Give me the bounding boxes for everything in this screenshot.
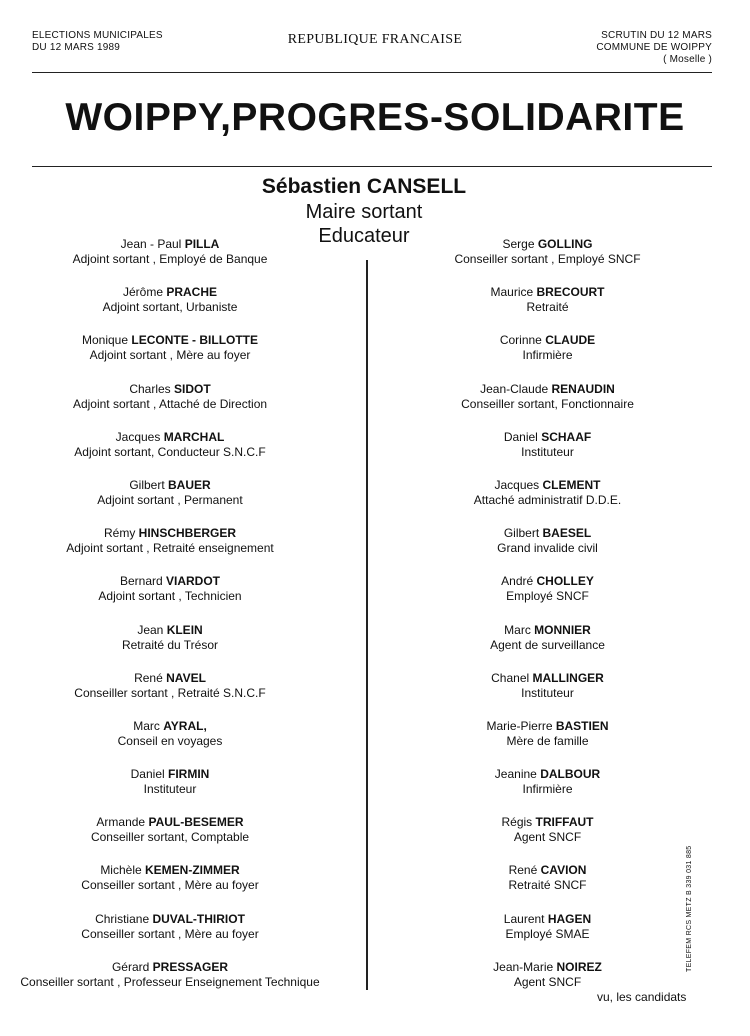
candidate-name bbox=[390, 332, 705, 348]
candidate-name bbox=[390, 284, 705, 300]
candidate-entry bbox=[390, 622, 705, 670]
candidate-last-name: HAGEN bbox=[547, 911, 592, 926]
candidate-entry bbox=[0, 814, 340, 862]
candidate-description: Retraité SNCF bbox=[508, 878, 587, 893]
candidate-last-name: DUVAL-THIRIOT bbox=[152, 911, 245, 926]
candidate-name bbox=[390, 718, 705, 734]
candidate-name bbox=[0, 670, 340, 686]
candidate-description: Instituteur bbox=[521, 444, 574, 459]
candidate-description: Adjoint sortant , Mère au foyer bbox=[89, 348, 251, 363]
candidate-last-name: PAUL-BESEMER bbox=[148, 815, 244, 830]
candidate-name bbox=[390, 525, 705, 541]
candidate-description: Conseiller sortant , Employé SNCF bbox=[454, 252, 641, 266]
candidate-first-name: André bbox=[501, 574, 534, 589]
candidate-description: Instituteur bbox=[521, 685, 574, 700]
candidate-entry bbox=[390, 236, 705, 284]
candidate-name bbox=[0, 814, 340, 830]
candidate-name bbox=[0, 766, 340, 782]
candidate-name bbox=[0, 429, 340, 445]
candidate-entry bbox=[390, 862, 705, 910]
right-candidate-list bbox=[390, 236, 705, 1007]
candidate-description: Conseil en voyages bbox=[117, 733, 223, 748]
title-rule bbox=[32, 166, 712, 167]
candidate-last-name: RENAUDIN bbox=[551, 381, 615, 396]
candidate-first-name: Gérard bbox=[111, 959, 150, 974]
candidate-last-name: DALBOUR bbox=[540, 767, 601, 782]
candidate-entry bbox=[0, 573, 340, 621]
candidate-entry bbox=[390, 911, 705, 959]
candidate-last-name: FIRMIN bbox=[168, 767, 210, 782]
candidate-description: Conseiller sortant, Fonctionnaire bbox=[461, 396, 634, 411]
head-candidate-profession: Educateur bbox=[318, 225, 410, 247]
candidate-last-name: VIARDOT bbox=[166, 574, 221, 589]
candidate-name bbox=[390, 429, 705, 445]
candidate-last-name: CLEMENT bbox=[542, 477, 601, 492]
candidate-last-name: BASTIEN bbox=[555, 718, 609, 733]
candidate-entry bbox=[0, 766, 340, 814]
head-candidate-role: Maire sortant bbox=[305, 201, 423, 223]
list-title: WOIPPY,PROGRES-SOLIDARITE bbox=[65, 96, 685, 139]
candidate-name bbox=[0, 718, 340, 734]
candidate-last-name: GOLLING bbox=[537, 237, 593, 251]
candidate-last-name: NOIREZ bbox=[556, 959, 602, 974]
candidate-entry bbox=[390, 718, 705, 766]
candidate-entry bbox=[0, 959, 340, 1007]
candidate-first-name: Jean-Marie bbox=[493, 959, 554, 974]
candidate-last-name: KLEIN bbox=[166, 622, 203, 637]
candidate-name bbox=[390, 862, 705, 878]
candidate-name bbox=[390, 959, 705, 975]
candidate-entry bbox=[390, 814, 705, 862]
candidate-description: Retraité du Trésor bbox=[121, 637, 219, 652]
candidate-first-name: Chanel bbox=[491, 670, 530, 685]
candidate-last-name: BAESEL bbox=[542, 526, 592, 541]
candidate-description: Instituteur bbox=[143, 782, 197, 797]
candidate-name bbox=[0, 622, 340, 638]
candidate-description: Adjoint sortant, Urbaniste bbox=[102, 300, 238, 315]
candidate-entry bbox=[390, 381, 705, 429]
candidate-entry bbox=[390, 766, 705, 814]
candidate-last-name: KEMEN-ZIMMER bbox=[145, 863, 240, 878]
candidate-description: Adjoint sortant, Conducteur S.N.C.F bbox=[74, 444, 266, 459]
candidate-name bbox=[390, 911, 705, 927]
candidate-description: Agent SNCF bbox=[513, 830, 582, 845]
candidate-description: Infirmière bbox=[522, 348, 573, 363]
candidate-description: Retraité bbox=[526, 300, 569, 315]
candidate-name bbox=[390, 814, 705, 830]
candidate-last-name: MALLINGER bbox=[532, 670, 604, 685]
candidate-name bbox=[0, 573, 340, 589]
candidate-name bbox=[390, 766, 705, 782]
header-right-line-2: COMMUNE DE WOIPPY bbox=[596, 42, 712, 53]
header-right-line-1: SCRUTIN DU 12 MARS bbox=[601, 30, 712, 41]
candidate-description: Attaché administratif D.D.E. bbox=[473, 492, 622, 507]
candidate-description: Employé SNCF bbox=[506, 589, 589, 604]
candidate-last-name: MONNIER bbox=[534, 622, 591, 637]
candidate-entry bbox=[0, 718, 340, 766]
candidate-entry bbox=[0, 670, 340, 718]
candidate-name bbox=[390, 381, 705, 397]
candidate-description: Adjoint sortant , Permanent bbox=[97, 492, 243, 507]
left-candidate-list bbox=[0, 236, 340, 1007]
candidate-description: Adjoint sortant , Technicien bbox=[98, 589, 242, 604]
candidate-name bbox=[0, 332, 340, 348]
candidate-last-name: AYRAL, bbox=[163, 718, 207, 733]
candidate-first-name: Jean-Claude bbox=[480, 381, 549, 396]
candidate-entry bbox=[390, 477, 705, 525]
header-right-line-3: ( Moselle ) bbox=[663, 54, 712, 65]
candidate-name bbox=[390, 670, 705, 686]
candidate-name bbox=[0, 911, 340, 927]
candidate-first-name: Maurice bbox=[490, 285, 534, 300]
candidate-name bbox=[0, 236, 340, 252]
candidate-first-name: René bbox=[508, 863, 538, 878]
candidate-first-name: Jean bbox=[137, 622, 164, 637]
candidate-description: Adjoint sortant , Employé de Banque bbox=[72, 252, 268, 266]
header-republic: REPUBLIQUE FRANCAISE bbox=[287, 32, 463, 47]
candidate-last-name: SIDOT bbox=[174, 381, 211, 396]
candidate-description: Conseiller sortant , Mère au foyer bbox=[81, 878, 259, 893]
candidate-first-name: Daniel bbox=[503, 429, 538, 444]
candidate-first-name: Christiane bbox=[95, 911, 150, 926]
candidate-last-name: PILLA bbox=[184, 237, 220, 251]
header-commune-info bbox=[596, 30, 712, 66]
candidate-first-name: Régis bbox=[501, 815, 533, 830]
candidate-first-name: Charles bbox=[129, 381, 171, 396]
candidate-name bbox=[0, 284, 340, 300]
candidate-entry bbox=[390, 573, 705, 621]
candidate-description: Conseiller sortant , Mère au foyer bbox=[81, 926, 259, 941]
candidate-first-name: Jacques bbox=[494, 477, 540, 492]
candidate-first-name: Michèle bbox=[100, 863, 142, 878]
candidate-name bbox=[390, 573, 705, 589]
candidate-first-name: René bbox=[134, 670, 163, 685]
candidate-first-name: Monique bbox=[81, 333, 129, 348]
candidate-description: Employé SMAE bbox=[505, 926, 590, 941]
top-rule bbox=[32, 72, 712, 73]
candidate-first-name: Rémy bbox=[103, 526, 136, 541]
candidate-entry bbox=[0, 911, 340, 959]
candidate-name bbox=[0, 862, 340, 878]
candidate-first-name: Bernard bbox=[119, 574, 163, 589]
candidate-description: Mère de famille bbox=[506, 733, 589, 748]
candidate-last-name: HINSCHBERGER bbox=[138, 526, 237, 541]
candidate-last-name: CLAUDE bbox=[545, 333, 596, 348]
candidate-first-name: Jean - Paul bbox=[120, 237, 182, 251]
candidate-entry bbox=[0, 622, 340, 670]
candidate-first-name: Marc bbox=[133, 718, 160, 733]
candidate-first-name: Gilbert bbox=[503, 526, 540, 541]
candidate-name bbox=[0, 525, 340, 541]
candidate-entry bbox=[0, 862, 340, 910]
candidate-name bbox=[390, 477, 705, 493]
candidate-description: Conseiller sortant , Retraité S.N.C.F bbox=[74, 685, 266, 700]
candidate-first-name: Jérôme bbox=[122, 285, 163, 300]
printer-imprint: TELEFEM RCS METZ B 339 031 885 bbox=[686, 845, 693, 972]
candidate-description: Agent SNCF bbox=[513, 974, 582, 989]
candidate-description: Adjoint sortant , Attaché de Direction bbox=[72, 396, 268, 411]
candidate-name bbox=[0, 959, 340, 975]
candidate-description: Infirmière bbox=[522, 782, 573, 797]
candidate-entry bbox=[390, 670, 705, 718]
candidate-last-name: PRESSAGER bbox=[152, 959, 229, 974]
candidate-first-name: Marie-Pierre bbox=[486, 718, 553, 733]
candidate-entry bbox=[0, 477, 340, 525]
candidates-note: vu, les candidats bbox=[597, 990, 687, 1004]
candidate-last-name: SCHAAF bbox=[541, 429, 592, 444]
candidate-entry bbox=[0, 332, 340, 380]
candidate-last-name: PRACHE bbox=[166, 285, 218, 300]
header-left-line-1: ELECTIONS MUNICIPALES bbox=[32, 30, 163, 41]
candidate-last-name: CAVION bbox=[540, 863, 587, 878]
candidate-entry bbox=[0, 381, 340, 429]
candidate-entry bbox=[0, 429, 340, 477]
candidate-first-name: Armande bbox=[96, 815, 146, 830]
candidate-last-name: BRECOURT bbox=[536, 285, 605, 300]
candidate-last-name: TRIFFAUT bbox=[535, 815, 594, 830]
candidate-first-name: Laurent bbox=[503, 911, 545, 926]
candidate-entry bbox=[0, 284, 340, 332]
candidate-last-name: CHOLLEY bbox=[536, 574, 594, 589]
candidate-first-name: Jeanine bbox=[494, 767, 537, 782]
candidate-name bbox=[390, 236, 705, 252]
header-left-line-2: DU 12 MARS 1989 bbox=[32, 42, 121, 53]
candidate-first-name: Daniel bbox=[130, 767, 165, 782]
candidate-name bbox=[390, 622, 705, 638]
candidate-last-name: MARCHAL bbox=[163, 429, 225, 444]
candidate-entry bbox=[390, 332, 705, 380]
candidate-name bbox=[0, 381, 340, 397]
candidate-entry bbox=[0, 236, 340, 284]
candidate-entry bbox=[390, 525, 705, 573]
candidate-name bbox=[0, 477, 340, 493]
candidate-description: Adjoint sortant , Retraité enseignement bbox=[66, 541, 274, 556]
candidate-description: Grand invalide civil bbox=[497, 541, 598, 556]
candidate-last-name: LECONTE - BILLOTTE bbox=[131, 333, 259, 348]
candidate-last-name: NAVEL bbox=[166, 670, 206, 685]
candidate-entry bbox=[390, 429, 705, 477]
candidate-description: Agent de surveillance bbox=[490, 637, 605, 652]
candidate-first-name: Jacques bbox=[115, 429, 161, 444]
candidate-description: Conseiller sortant , Professeur Enseignement Technique bbox=[20, 974, 320, 989]
head-candidate-name: Sébastien CANSELL bbox=[261, 175, 467, 198]
candidate-first-name: Corinne bbox=[499, 333, 542, 348]
candidate-entry bbox=[390, 284, 705, 332]
candidate-first-name: Marc bbox=[504, 622, 531, 637]
candidate-last-name: BAUER bbox=[168, 477, 211, 492]
candidate-entry bbox=[0, 525, 340, 573]
candidate-first-name: Serge bbox=[502, 237, 535, 251]
candidate-description: Conseiller sortant, Comptable bbox=[90, 830, 250, 845]
column-divider bbox=[366, 260, 368, 990]
candidate-first-name: Gilbert bbox=[129, 477, 165, 492]
